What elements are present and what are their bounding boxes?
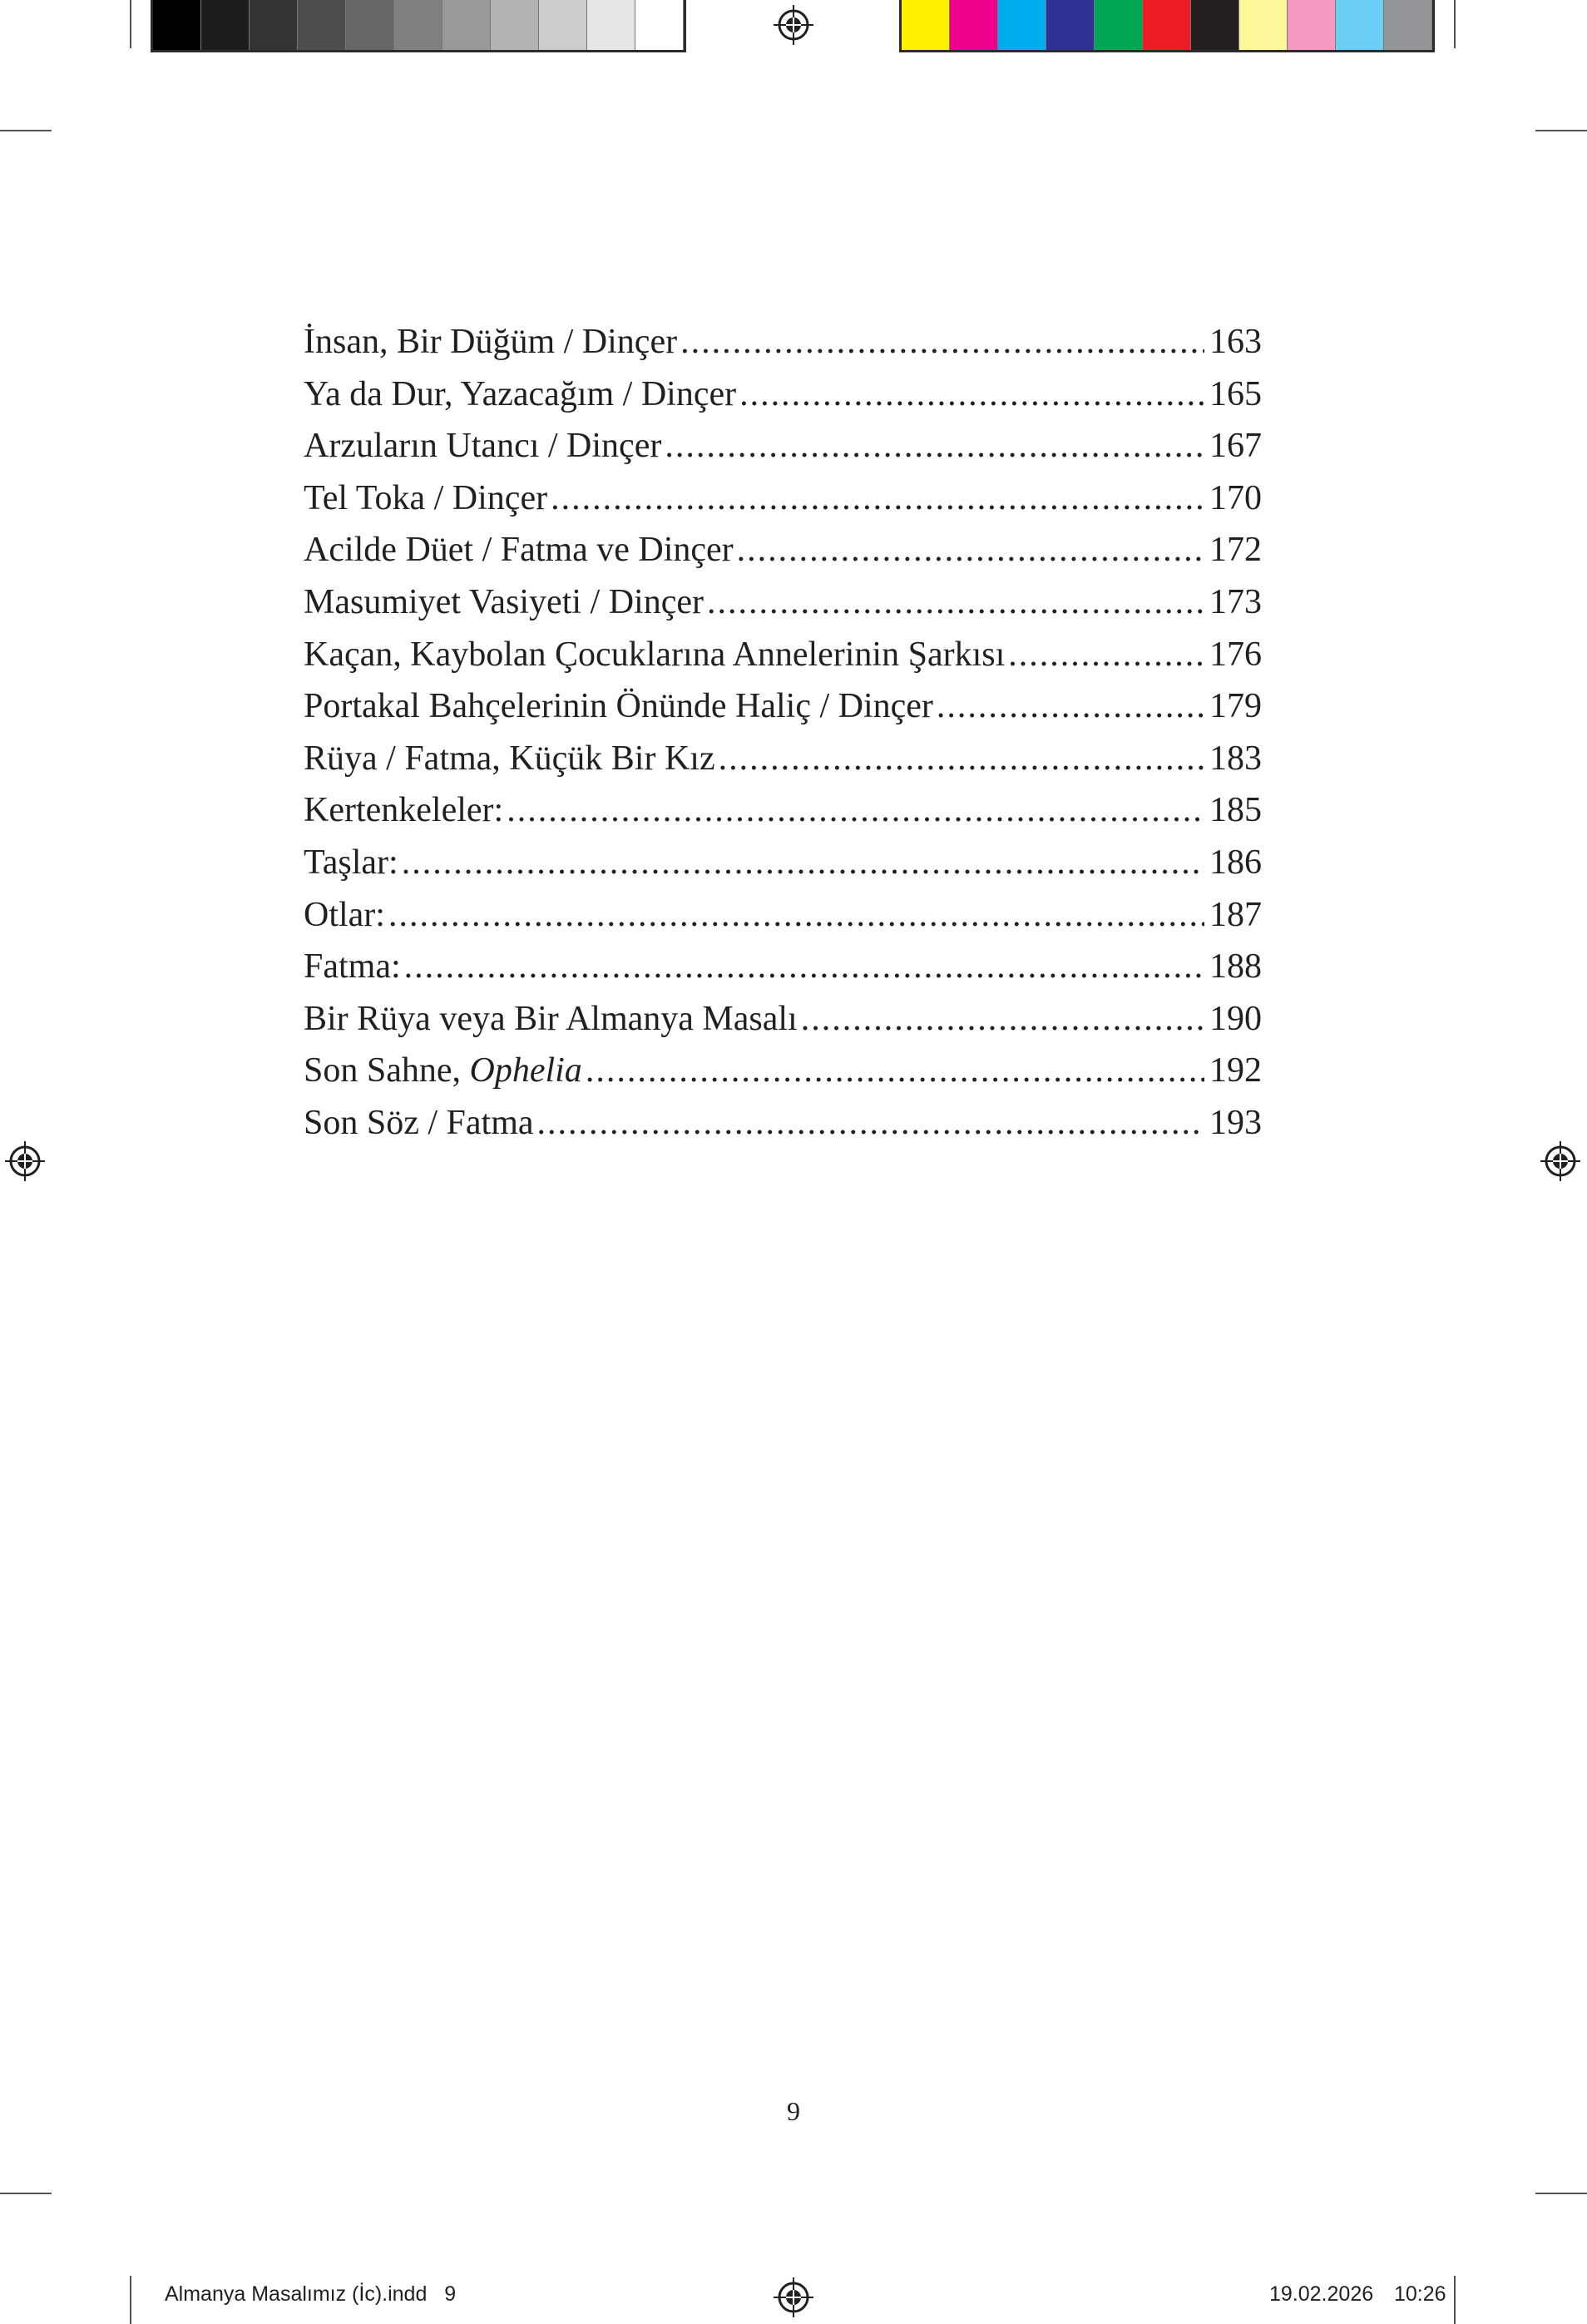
toc-entry-title [304,524,734,576]
color-calibration-bar [899,0,1435,52]
toc-entry-title-text: Tel Toka / Dinçer [304,478,548,517]
slug-date: 19.02.2026 [1269,2282,1374,2306]
trim-mark [0,2193,52,2194]
toc-entry-title [304,993,798,1046]
toc-entry-title [304,941,401,993]
toc-entry-title [304,420,661,472]
gray-swatch [394,0,442,50]
toc-leader-dots [507,784,1204,837]
toc-entry-title-text: Acilde Düet / Fatma ve Dinçer [304,531,734,570]
toc-leader-dots [402,837,1204,889]
toc-leader-dots [404,941,1204,993]
toc-entry-title-text: Fatma: [304,947,401,986]
toc-leader-dots [707,576,1204,629]
color-swatch [1384,0,1432,50]
color-swatch [1336,0,1384,50]
toc-entry-title [304,368,736,421]
registration-mark-icon [1540,1141,1580,1181]
color-swatch [1143,0,1191,50]
toc-leader-dots [737,524,1204,576]
toc-entry-page: 185 [1209,791,1262,830]
gray-swatch [539,0,587,50]
toc-leader-dots [586,1045,1204,1097]
toc-entry-title [304,1045,582,1097]
registration-mark-icon [5,1141,45,1181]
toc-entry-page: 186 [1209,843,1262,882]
toc-entry-page: 192 [1209,1051,1262,1090]
toc-leader-dots [537,1097,1204,1150]
toc-entry-title [304,889,385,942]
toc-entry [304,941,1262,993]
toc-entry-page: 183 [1209,739,1262,778]
toc-entry-title-text: Portakal Bahçelerinin Önünde Haliç / Dinçer [304,687,933,726]
trim-mark [1454,0,1456,48]
toc-entry-title-text: Son Sahne, [304,1051,470,1090]
toc-entry-title-text: Otlar: [304,895,385,934]
toc-entry [304,368,1262,421]
toc-entry-title-text: Ya da Dur, Yazacağım / Dinçer [304,374,737,413]
toc-entry-title-text: Rüya / Fatma, Küçük Bir Kız [304,739,715,778]
color-swatch [1191,0,1239,50]
slug-time: 10:26 [1394,2282,1446,2306]
toc-entry-page: 193 [1209,1103,1262,1142]
toc-entry [304,993,1262,1046]
toc-entry-title-text: Bir Rüya veya Bir Almanya Masalı [304,999,798,1038]
trim-mark [1535,2193,1587,2194]
toc-leader-dots [1008,629,1204,681]
toc-entry [304,472,1262,525]
gray-swatch [201,0,250,50]
registration-mark-icon [774,5,813,45]
color-swatch [950,0,998,50]
gray-swatch [298,0,346,50]
toc-entry-title [304,680,933,733]
toc-leader-dots [719,733,1204,785]
toc-entry-page: 170 [1209,478,1262,517]
toc-entry-page: 187 [1209,895,1262,934]
trim-mark [130,2276,131,2324]
trim-mark [1535,130,1587,131]
toc-entry-title [304,576,704,629]
toc-entry-page: 188 [1209,947,1262,986]
toc-entry-title-text: Taşlar: [304,843,398,882]
gray-swatch [442,0,491,50]
toc-entry-title [304,472,547,525]
toc-entry [304,524,1262,576]
toc-entry-title [304,837,398,889]
toc-entry-title-text: Masumiyet Vasiyeti / Dinçer [304,582,704,621]
toc-entry-page: 163 [1209,323,1262,361]
toc-entry-title-italic: Ophelia [469,1051,582,1090]
toc-entry [304,1045,1262,1097]
toc-entry [304,576,1262,629]
toc-entry-page: 179 [1209,687,1262,726]
toc-entry-title [304,784,503,837]
toc-entry-title [304,733,715,785]
gray-calibration-bar [151,0,686,52]
color-swatch [902,0,950,50]
toc-entry [304,1097,1262,1150]
toc-entry [304,420,1262,472]
toc-leader-dots [665,420,1204,472]
toc-entry [304,784,1262,837]
color-swatch [1046,0,1095,50]
trim-mark [0,130,52,131]
toc-entry-page: 190 [1209,999,1262,1038]
toc-leader-dots [937,680,1204,733]
gray-swatch [587,0,635,50]
toc-entry-page: 165 [1209,374,1262,413]
gray-swatch [153,0,201,50]
toc-entry [304,733,1262,785]
toc-entry-title [304,629,1005,681]
toc-entry [304,316,1262,368]
toc-entry [304,680,1262,733]
toc-leader-dots [680,316,1204,368]
color-swatch [1288,0,1336,50]
toc-entry-page: 167 [1209,427,1262,466]
toc-leader-dots [739,368,1204,421]
gray-swatch [346,0,394,50]
toc-leader-dots [388,889,1204,942]
gray-swatch [635,0,684,50]
slug-filename: Almanya Masalımız (İc).indd 9 [165,2282,457,2306]
trim-mark [1454,2276,1456,2324]
toc-entry-title-text: Kertenkeleler: [304,791,504,830]
color-swatch [998,0,1046,50]
toc-entry-page: 173 [1209,582,1262,621]
toc-entry-title-text: Son Söz / Fatma [304,1103,534,1142]
toc-entry-page: 176 [1209,635,1262,674]
toc-entry-title-text: İnsan, Bir Düğüm / Dinçer [304,323,678,361]
color-swatch [1095,0,1143,50]
page-number: 9 [787,2096,800,2126]
toc-entry-page: 172 [1209,531,1262,570]
toc-entry-title-text: Arzuların Utancı / Dinçer [304,427,662,466]
color-swatch [1239,0,1288,50]
toc-entry [304,629,1262,681]
toc-entry [304,889,1262,942]
table-of-contents [304,316,1262,1150]
toc-leader-dots [551,472,1204,525]
toc-entry-title [304,316,677,368]
gray-swatch [491,0,539,50]
registration-mark-icon [774,2277,813,2317]
trim-mark [130,0,131,48]
toc-leader-dots [801,993,1204,1046]
gray-swatch [250,0,298,50]
toc-entry-title-text: Kaçan, Kaybolan Çocuklarına Annelerinin Şarkısı [304,635,1006,674]
toc-entry [304,837,1262,889]
toc-entry-title [304,1097,534,1150]
